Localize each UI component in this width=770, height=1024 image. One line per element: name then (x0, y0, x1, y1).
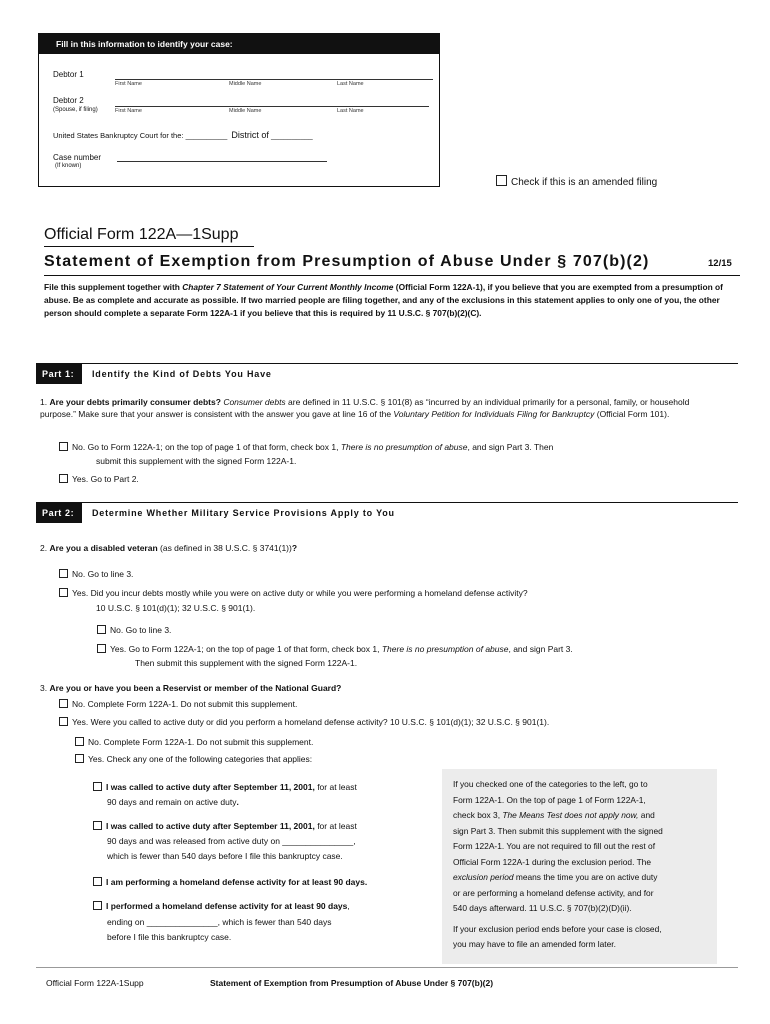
debtor2-spouse-caption: (Spouse, if filing) (53, 107, 98, 113)
q1-no-checkbox[interactable] (59, 442, 68, 451)
q2-no-checkbox[interactable] (59, 569, 68, 578)
debtor1-first-name-caption: First Name (115, 81, 142, 87)
part1-title: Identify the Kind of Debts You Have (92, 369, 272, 379)
debtor2-middle-name-caption: Middle Name (229, 108, 262, 114)
case-number-label: Case number (53, 153, 102, 162)
amended-checkbox-box[interactable] (496, 175, 507, 186)
q2-yes-checkbox[interactable] (59, 588, 68, 597)
court-field[interactable]: __________ (185, 131, 228, 140)
category-1-checkbox[interactable] (93, 782, 102, 791)
q2-sub-yes-option[interactable]: Yes. Go to Form 122A-1; on the top of page 1 of that form, check box 1, There is no presumption of abuse, and sign Part 3. (97, 643, 573, 655)
q2-sub-yes-checkbox[interactable] (97, 644, 106, 653)
form-date: 12/15 (708, 258, 732, 269)
category-4-option[interactable]: I performed a homeland defense activity for at least 90 days, (93, 900, 350, 912)
title-rule (44, 275, 740, 276)
debtor2-first-name-caption: First Name (115, 108, 142, 114)
category-2-option[interactable]: I was called to active duty after September 11, 2001, for at least (93, 820, 357, 832)
district-label: District of (231, 130, 269, 140)
category-3-checkbox[interactable] (93, 877, 102, 886)
q1-yes-option[interactable]: Yes. Go to Part 2. (59, 473, 139, 485)
q2-no-option[interactable]: No. Go to line 3. (59, 568, 133, 580)
form-id: Official Form 122A—1Supp (44, 226, 254, 247)
category-4-checkbox[interactable] (93, 901, 102, 910)
q1-no-continued: submit this supplement with the signed Form 122A-1. (96, 456, 297, 466)
identify-case-box (38, 33, 440, 187)
category-2-checkbox[interactable] (93, 821, 102, 830)
category-4-line2: ending on _______________, which is fewer than 540 days (107, 917, 332, 927)
q3-yes-option[interactable]: Yes. Were you called to active duty or did you perform a homeland defense activity? 10 U.S.C. § 101(d)(1); 32 U.S.C. § 901(1). (59, 716, 549, 728)
debtor1-last-name-caption: Last Name (337, 81, 364, 87)
part1-header (36, 363, 738, 384)
footer-center: Statement of Exemption from Presumption of Abuse Under § 707(b)(2) (210, 978, 494, 988)
case-number-sub: (If known) (55, 163, 82, 169)
amended-label: Check if this is an amended filing (511, 177, 658, 188)
identify-box-header: Fill in this information to identify your case: (39, 34, 439, 54)
q3-text: 3. Are you or have you been a Reservist or member of the National Guard? (40, 683, 342, 693)
q3-yes-checkbox[interactable] (59, 717, 68, 726)
q2-text: 2. Are you a disabled veteran (as defined in 38 U.S.C. § 3741(1))? (40, 543, 298, 553)
part2-title: Determine Whether Military Service Provisions Apply to You (92, 508, 395, 518)
q2-yes-cite: 10 U.S.C. § 101(d)(1); 32 U.S.C. § 901(1). (96, 603, 256, 613)
q3-no-option[interactable]: No. Complete Form 122A-1. Do not submit this supplement. (59, 698, 297, 710)
exclusion-info-box: If you checked one of the categories to the left, go to Form 122A-1. On the top of page 1 of Form 122A-1, check box 3, The Means Test does not apply now, and sign Part 3. Then submit this supplement with the signed Form 122A-1. You are not required to fill out the rest of Official Form 122A-1 during the exclusion period. The exclusion period means the time you are on active duty or are performing a homeland defense activity, and for 540 days afterward. 11 U.S.C. § 707(b)(2)(D)(ii). If your exclusion period ends before your case is closed, you may have to file an amended form later. (442, 769, 717, 964)
case-number-field[interactable] (117, 151, 327, 162)
q3-no-checkbox[interactable] (59, 699, 68, 708)
q1-no-option[interactable]: No. Go to Form 122A-1; on the top of page 1 of that form, check box 1, There is no presumption of abuse, and sign Part 3. Then (59, 441, 553, 453)
footer-left: Official Form 122A-1Supp (46, 978, 144, 988)
q2-sub-no-option[interactable]: No. Go to line 3. (97, 624, 171, 636)
part2-header (36, 502, 738, 523)
category-2-line3: which is fewer than 540 days before I file this bankruptcy case. (107, 851, 343, 861)
category-2-line2: 90 days and was released from active duty on _______________, (107, 836, 356, 846)
debtor2-label: Debtor 2 (53, 96, 84, 105)
category-1-continued: 90 days and remain on active duty. (107, 797, 239, 807)
debtor2-name-field[interactable] (115, 96, 429, 107)
q2-sub-yes-continued: Then submit this supplement with the signed Form 122A-1. (135, 658, 358, 668)
q2-sub-no-checkbox[interactable] (97, 625, 106, 634)
category-1-option[interactable]: I was called to active duty after September 11, 2001, for at least (93, 781, 357, 793)
amended-filing-checkbox[interactable] (496, 175, 657, 188)
part2-tag: Part 2: (36, 503, 82, 523)
category-3-option[interactable]: I am performing a homeland defense activity for at least 90 days. (93, 876, 367, 888)
q2-yes-option[interactable]: Yes. Did you incur debts mostly while you were on active duty or while you were performing a homeland defense activity? (59, 587, 528, 599)
q3-sub-no-checkbox[interactable] (75, 737, 84, 746)
form-title: Statement of Exemption from Presumption of Abuse Under § 707(b)(2) (44, 253, 650, 270)
court-label: United States Bankruptcy Court for the: (53, 131, 184, 140)
part1-tag: Part 1: (36, 364, 82, 384)
footer-rule (36, 967, 738, 968)
debtor1-middle-name-caption: Middle Name (229, 81, 262, 87)
q3-sub-yes-option[interactable]: Yes. Check any one of the following categories that applies: (75, 753, 312, 765)
q1-yes-checkbox[interactable] (59, 474, 68, 483)
q1-text: 1. Are your debts primarily consumer debts? Consumer debts are defined in 11 U.S.C. § 101(8) as “incurred by an individual primarily for a personal, family, or household purpose.” Make sure that your answer is consistent with the answer you gave at line 16 of the Voluntary Petition for Individuals Filing for Bankruptcy (Official Form 101). (40, 397, 690, 419)
court-row (53, 130, 313, 140)
category-4-line3: before I file this bankruptcy case. (107, 932, 232, 942)
q3-sub-yes-checkbox[interactable] (75, 754, 84, 763)
debtor1-label: Debtor 1 (53, 70, 84, 79)
intro-paragraph: File this supplement together with Chapter 7 Statement of Your Current Monthly Income (Official Form 122A-1), if you believe that you are exempted from a presumption of abuse. Be as complete and accurate as possible. If two married people are filing together, and any of the exclusions in this statement applies to only one of you, the other person should complete a separate Form 122A-1 if you believe that this is required by 11 U.S.C. § 707(b)(2)(C). (44, 282, 723, 318)
q3-sub-no-option[interactable]: No. Complete Form 122A-1. Do not submit this supplement. (75, 736, 313, 748)
debtor2-last-name-caption: Last Name (337, 108, 364, 114)
debtor1-name-field[interactable] (115, 69, 433, 80)
district-field[interactable]: __________ (271, 131, 313, 140)
